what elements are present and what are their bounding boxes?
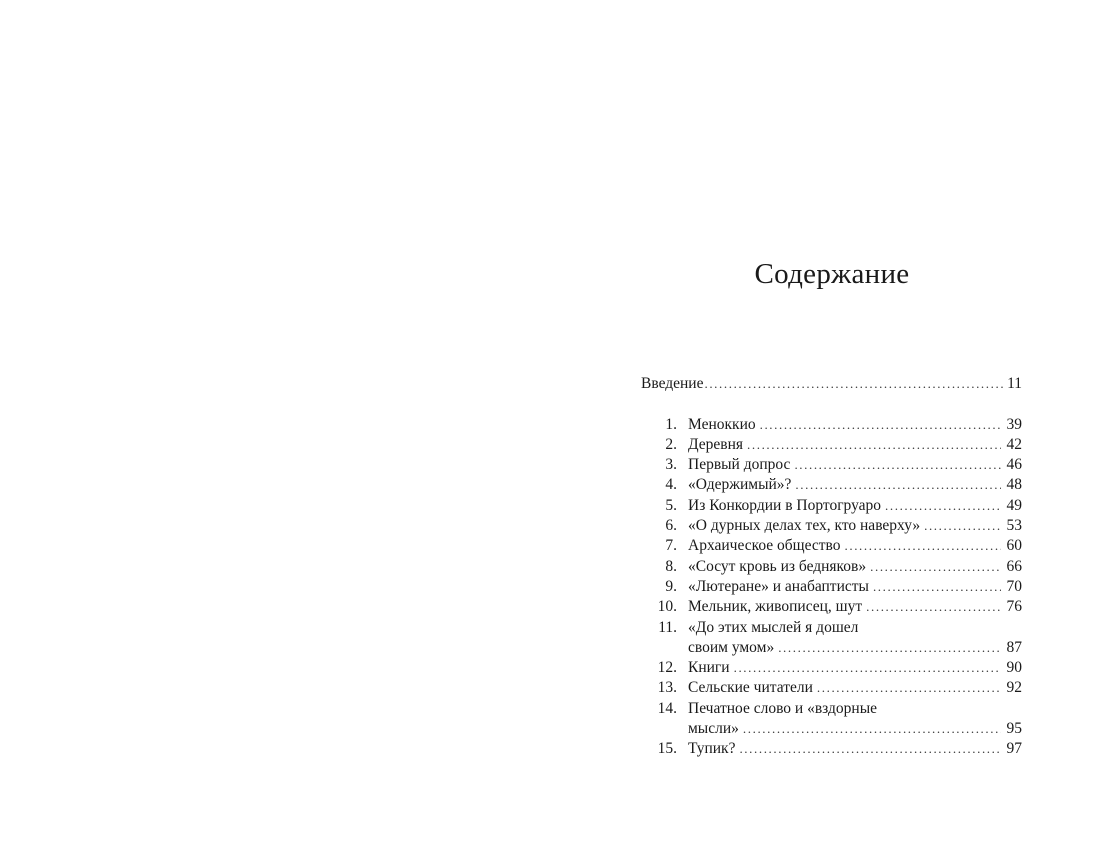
dot-leader	[794, 455, 1001, 475]
chapter-number: 11.	[658, 618, 677, 636]
spacer	[641, 394, 1022, 414]
chapter-number: 2.	[665, 435, 677, 453]
chapter-title: «Сосут кровь из бедняков»	[688, 557, 867, 575]
chapter-page-number: 53	[1006, 517, 1022, 535]
chapter-number: 1.	[665, 415, 677, 433]
dot-leader	[778, 638, 1001, 658]
toc-entry-chapter-1[interactable]	[641, 415, 1022, 435]
chapter-number: 8.	[665, 557, 677, 575]
toc-entry-chapter-10[interactable]	[641, 597, 1022, 617]
chapter-title: «О дурных делах тех, кто наверху»	[688, 517, 921, 535]
chapter-page-number: 42	[1006, 435, 1022, 453]
toc-entry-chapter-4[interactable]	[641, 475, 1022, 495]
chapter-number: 4.	[665, 476, 677, 494]
toc-entry-chapter-7[interactable]	[641, 536, 1022, 556]
chapter-title: Из Конкордии в Портогруаро	[688, 496, 882, 514]
dot-leader	[795, 475, 1001, 495]
toc-entry-introduction[interactable]	[641, 374, 1022, 394]
toc-entry-continuation[interactable]	[641, 638, 1022, 658]
chapter-number: 15.	[657, 740, 677, 758]
dot-leader	[866, 597, 1001, 617]
toc-entry-chapter-2[interactable]	[641, 435, 1022, 455]
chapter-page-number: 39	[1006, 415, 1022, 433]
chapter-page-number: 97	[1006, 740, 1022, 758]
dot-leader	[885, 496, 1001, 516]
chapter-number: 6.	[665, 517, 677, 535]
right-page	[550, 0, 1100, 861]
dot-leader	[924, 516, 1001, 536]
chapter-page-number: 46	[1006, 456, 1022, 474]
toc-entry-page: 11	[1007, 375, 1022, 392]
toc-entry-chapter-15[interactable]	[641, 739, 1022, 759]
chapter-page-number: 70	[1006, 577, 1022, 595]
dot-leader	[870, 557, 1001, 577]
chapter-title: мысли»	[688, 720, 739, 738]
chapter-title: «Лютеране» и анабаптисты	[688, 577, 869, 595]
toc-entry-continuation[interactable]	[641, 719, 1022, 739]
chapter-title: Печатное слово и «вздорные	[688, 699, 877, 717]
chapter-page-number: 76	[1006, 598, 1022, 616]
table-of-contents	[641, 374, 1022, 760]
chapter-title: «Одержимый»?	[688, 476, 792, 494]
dot-leader	[845, 536, 1002, 556]
chapter-title: Книги	[688, 659, 730, 677]
chapter-title: Сельские читатели	[688, 679, 813, 697]
chapter-number: 14.	[657, 699, 677, 717]
toc-entry-chapter-12[interactable]	[641, 658, 1022, 678]
chapter-title: Архаическое общество	[688, 537, 841, 555]
chapter-page-number: 48	[1006, 476, 1022, 494]
toc-entry-chapter-14[interactable]	[641, 699, 1022, 719]
toc-entry-chapter-8[interactable]	[641, 557, 1022, 577]
toc-entry-chapter-9[interactable]	[641, 577, 1022, 597]
chapter-page-number: 66	[1006, 557, 1022, 575]
dot-leader	[873, 577, 1001, 597]
chapter-number: 10.	[657, 598, 677, 616]
chapter-page-number: 92	[1006, 679, 1022, 697]
chapter-title: своим умом»	[688, 638, 775, 656]
toc-entry-chapter-13[interactable]	[641, 678, 1022, 698]
dot-leader	[704, 374, 1003, 394]
chapter-page-number: 90	[1006, 659, 1022, 677]
chapter-number: 9.	[665, 577, 677, 595]
toc-entry-chapter-5[interactable]	[641, 496, 1022, 516]
dot-leader	[747, 435, 1001, 455]
chapter-title: Первый допрос	[688, 456, 791, 474]
chapter-page-number: 95	[1006, 720, 1022, 738]
toc-entry-chapter-6[interactable]	[641, 516, 1022, 536]
toc-entry-label: Введение	[641, 375, 704, 392]
chapter-title: Меноккио	[688, 415, 756, 433]
chapter-list	[641, 415, 1022, 760]
chapter-title: Деревня	[688, 435, 744, 453]
chapter-number: 3.	[665, 456, 677, 474]
chapter-title: Тупик?	[688, 740, 736, 758]
toc-entry-chapter-11[interactable]	[641, 618, 1022, 638]
chapter-page-number: 49	[1006, 496, 1022, 514]
chapter-page-number: 87	[1006, 638, 1022, 656]
page-title: Содержание	[754, 258, 910, 290]
chapter-number: 7.	[665, 537, 677, 555]
toc-entry-chapter-3[interactable]	[641, 455, 1022, 475]
chapter-number: 12.	[657, 659, 677, 677]
chapter-title: «До этих мыслей я дошел	[688, 618, 859, 636]
chapter-title: Мельник, живописец, шут	[688, 598, 863, 616]
chapter-page-number: 60	[1006, 537, 1022, 555]
dot-leader	[734, 658, 1001, 678]
dot-leader	[743, 719, 1001, 739]
chapter-number: 5.	[665, 496, 677, 514]
dot-leader	[817, 678, 1001, 698]
chapter-number: 13.	[657, 679, 677, 697]
dot-leader	[739, 739, 1001, 759]
dot-leader	[760, 415, 1001, 435]
